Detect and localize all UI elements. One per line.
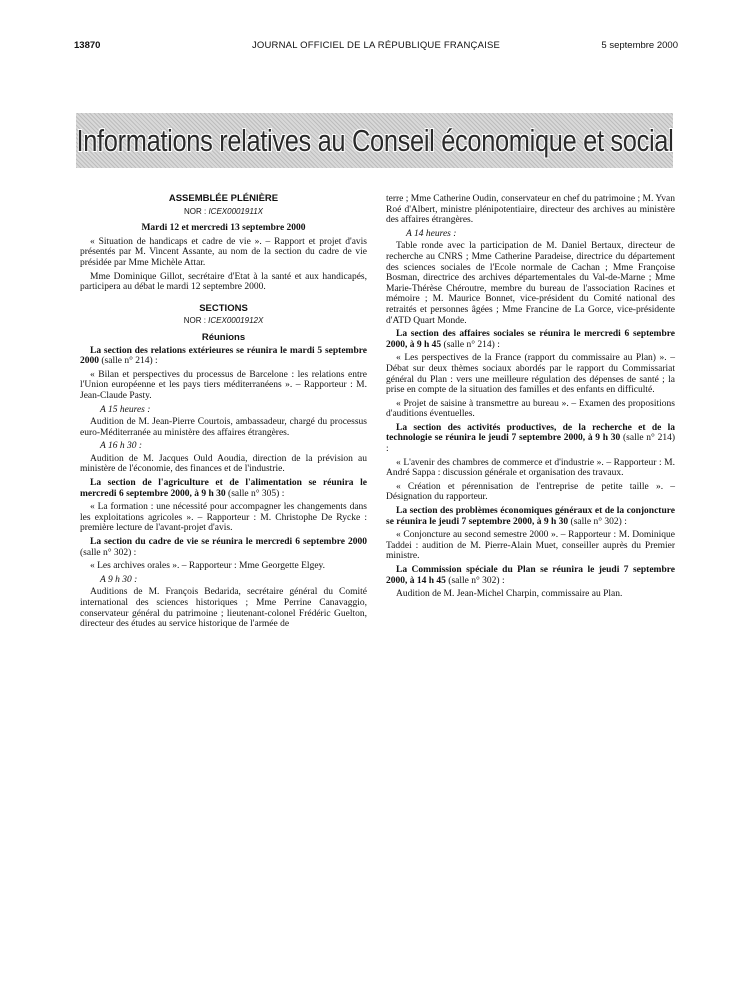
- section-announcement-bold: La section des relations extérieures se réunira le mardi 5 septembre 2000: [80, 345, 367, 367]
- section-announcement: [386, 329, 675, 350]
- paragraph: terre ; Mme Catherine Oudin, conservateur en chef du patrimoine ; M. Yvan Roé d'Albert, ministre plénipotentiaire, directeur des archives au ministère des affaires étrangères.: [386, 194, 675, 226]
- section-announcement: [386, 506, 675, 527]
- page-number: 13870: [74, 40, 101, 51]
- left-column: [80, 194, 367, 633]
- section-announcement-bold: La section des affaires sociales se réunira le mercredi 6 septembre 2000, à 9 h 45: [386, 329, 675, 350]
- section-announcement: [80, 346, 367, 367]
- room-info: (salle n° 214) :: [441, 339, 500, 350]
- time-slot: [386, 229, 675, 240]
- room-info: (salle n° 214) :: [386, 433, 675, 455]
- paragraph: « Les archives orales ». – Rapporteur : Mme Georgette Elgey.: [90, 561, 326, 572]
- nor-label: NOR :: [183, 316, 206, 326]
- time-slot: [80, 441, 367, 452]
- time-label: A 9 h 30 :: [100, 574, 138, 585]
- section-announcement: [80, 478, 367, 499]
- assemblee-heading: ASSEMBLÉE PLÉNIÈRE: [168, 193, 279, 204]
- time-label: A 15 heures :: [100, 404, 151, 415]
- paragraph: Audition de M. Jean-Michel Charpin, commissaire au Plan.: [396, 589, 623, 600]
- sections-heading: SECTIONS: [199, 302, 248, 314]
- reunions-heading: Réunions: [201, 331, 246, 343]
- section-banner: [76, 113, 673, 168]
- paragraph: Mme Dominique Gillot, secrétaire d'Etat à la santé et aux handicapés, participera au débat le mardi 12 septembre 2000.: [80, 271, 367, 293]
- room-info: (salle n° 302) :: [568, 516, 627, 527]
- running-header: [74, 40, 678, 54]
- time-slot: [80, 405, 367, 416]
- section-announcement: [80, 537, 367, 558]
- section-announcement: [386, 565, 675, 586]
- paragraph: Audition de M. Jean-Pierre Courtois, ambassadeur, chargé du processus euro-Méditerranée au ministère des affaires étrangères.: [80, 417, 367, 438]
- time-label: A 16 h 30 :: [100, 441, 143, 452]
- issue-date: 5 septembre 2000: [601, 40, 678, 51]
- right-column: [386, 194, 675, 603]
- room-info: (salle n° 305) :: [225, 488, 285, 499]
- paragraph: « Conjoncture au second semestre 2000 ». – Rapporteur : M. Dominique Taddei : audition de M. Pierre-Alain Muet, conseiller auprès du Premier ministre.: [386, 530, 675, 562]
- paragraph: « Situation de handicaps et cadre de vie ». – Rapport et projet d'avis présentés par M. Vincent Assante, au nom de la section du cadre de vie présidée par Mme Michèle Attar.: [80, 236, 367, 268]
- journal-title: JOURNAL OFFICIEL DE LA RÉPUBLIQUE FRANÇAISE: [251, 40, 501, 51]
- room-info: (salle n° 214) :: [99, 356, 158, 367]
- paragraph: Auditions de M. François Bedarida, secrétaire général du Comité international des sciences historiques ; Mme Perrine Canavaggio, conservateur général du patrimoine ; lieutenant-colonel Frédéric Guelton, directeur des études au service historique de l'armée de: [80, 587, 367, 630]
- paragraph: « Création et pérennisation de l'entreprise de petite taille ». – Désignation du rapporteur.: [386, 481, 675, 503]
- time-slot: [80, 575, 367, 586]
- paragraph: « Projet de saisine à transmettre au bureau ». – Examen des propositions d'auditions éventuelles.: [386, 398, 675, 420]
- paragraph: « Les perspectives de la France (rapport du commissaire au Plan) ». – Débat sur deux thèmes sociaux abordés par le rapport du Commissariat général du Plan : vers une meilleure régulation des dépenses de santé ; la prise en compte de la situation des familles et des enfants en difficulté.: [386, 353, 675, 396]
- section-announcement-bold: La section des activités productives, de la recherche et de la technologie se réunira le jeudi 7 septembre 2000, à 9 h 30: [386, 422, 675, 444]
- nor-code: ICEX0001912X: [208, 316, 264, 326]
- section-announcement: [386, 423, 675, 455]
- room-info: (salle n° 302) :: [80, 547, 137, 558]
- nor-code: ICEX0001911X: [208, 206, 264, 216]
- paragraph: « Bilan et perspectives du processus de Barcelone : les relations entre l'Union européenne et les pays tiers méditerranéens ». – Rapporteur : M. Jean-Claude Pasty.: [80, 369, 367, 401]
- paragraph: Table ronde avec la participation de M. Daniel Bertaux, directeur de recherche au CNRS ; Mme Catherine Paradeise, directrice du département des sciences sociales de l'Ecole normale de Cachan ; Mme Françoise Bosman, directrice des archives départementales du Val-de-Marne ; Mme Marie-Thérèse Chéroutre, membre du bureau de l'association Racines et mémoire ; M. Maurice Bonnet, vice-président du Comité national des retraités et personnes âgées ; Mme Francine de La Gorce, vice-présidente d'ATD Quart Monde.: [386, 241, 675, 326]
- assemblee-date: Mardi 12 et mercredi 13 septembre 2000: [141, 223, 306, 234]
- assemblee-nor: [80, 207, 367, 218]
- sections-nor: [80, 316, 367, 327]
- paragraph: « L'avenir des chambres de commerce et d'industrie ». – Rapporteur : M. André Sappa : discussion générale et organisation des travaux.: [386, 457, 675, 479]
- banner-title: Informations relatives au Conseil économique et social: [76, 122, 673, 158]
- section-announcement-bold: La section du cadre de vie se réunira le mercredi 6 septembre 2000: [90, 537, 367, 548]
- nor-label: NOR :: [183, 206, 207, 216]
- paragraph: Audition de M. Jacques Ould Aoudia, direction de la prévision au ministère de l'économie, des finances et de l'industrie.: [80, 453, 367, 475]
- section-announcement-bold: La Commission spéciale du Plan se réunira le jeudi 7 septembre 2000, à 14 h 45: [386, 565, 675, 586]
- section-announcement-bold: La section de l'agriculture et de l'alimentation se réunira le mercredi 6 septembre 2000, à 9 h 30: [80, 478, 367, 499]
- room-info: (salle n° 302) :: [445, 575, 505, 586]
- section-announcement-bold: La section des problèmes économiques généraux et de la conjoncture se réunira le jeudi 7 septembre 2000, à 9 h 30: [386, 506, 675, 527]
- paragraph: « La formation : une nécessité pour accompagner les changements dans les exploitations agricoles ». – Rapporteur : M. Christophe De Rycke : première lecture de l'avant-projet d'avis.: [80, 502, 367, 534]
- time-label: A 14 heures :: [406, 228, 457, 239]
